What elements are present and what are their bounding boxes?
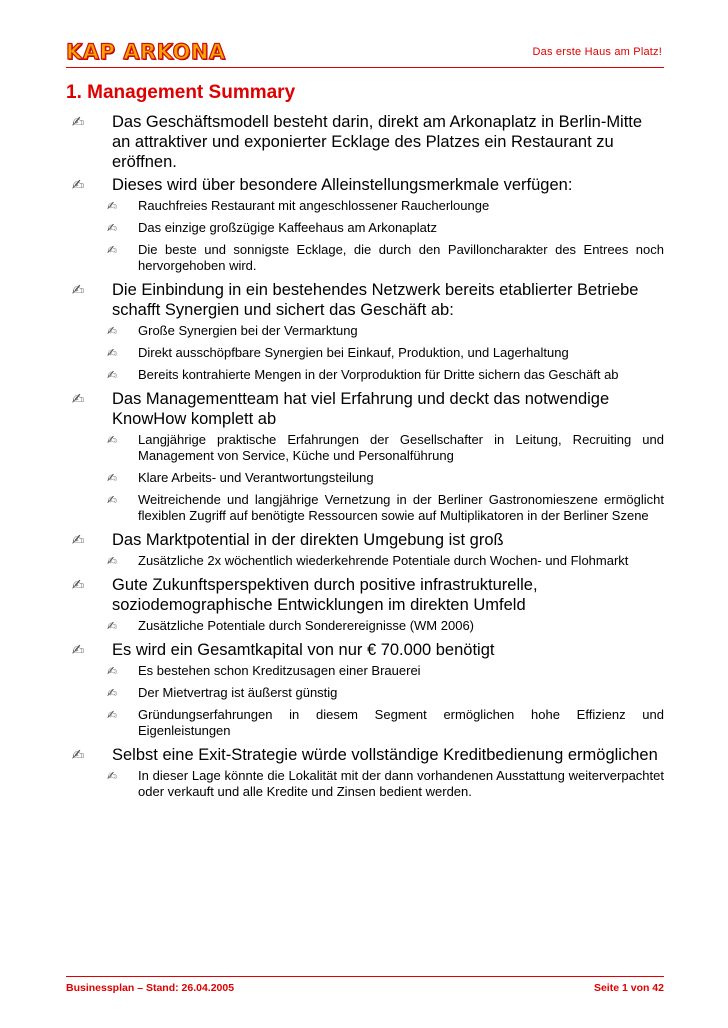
summary-item-text: Die Einbindung in ein bestehendes Netzwerk bereits etablierter Betriebe schafft Synergien und sichert das Geschäft ab:	[112, 281, 639, 319]
sub-item-text: Die beste und sonnigste Ecklage, die durch den Pavilloncharakter des Entrees noch hervorgehoben wird.	[138, 242, 664, 273]
sub-item-text: Direkt ausschöpfbare Synergien bei Einkauf, Produktion, und Lagerhaltung	[138, 345, 569, 360]
sub-list	[66, 553, 664, 569]
sub-list	[66, 663, 664, 739]
sub-item-text: Rauchfreies Restaurant mit angeschlossener Raucherlounge	[138, 198, 490, 213]
summary-item-text: Das Geschäftsmodell besteht darin, direkt am Arkonaplatz in Berlin-Mitte an attraktiver und exponierter Ecklage des Platzes ein Restaurant zu eröffnen.	[112, 113, 643, 171]
sub-item	[66, 198, 664, 214]
sub-item-text: Klare Arbeits- und Verantwortungsteilung	[138, 470, 374, 485]
kap-arkona-logo: KAP ARKONA	[66, 40, 226, 64]
pen-icon: ✍	[106, 324, 118, 338]
pen-icon: ✍	[106, 433, 118, 447]
sub-item	[66, 470, 664, 486]
summary-item	[66, 575, 664, 615]
pen-icon: ✍	[106, 769, 118, 783]
sub-item-text: Der Mietvertrag ist äußerst günstig	[138, 685, 338, 700]
sub-item	[66, 553, 664, 569]
summary-item	[66, 389, 664, 429]
pen-icon: ✍	[71, 576, 85, 594]
summary-list	[66, 112, 664, 806]
pen-icon: ✍	[106, 686, 118, 700]
sub-item-text: Zusätzliche 2x wöchentlich wiederkehrende Potentiale durch Wochen- und Flohmarkt	[138, 553, 629, 568]
header-divider	[66, 67, 664, 68]
sub-item	[66, 663, 664, 679]
sub-item-text: Es bestehen schon Kreditzusagen einer Brauerei	[138, 663, 421, 678]
pen-icon: ✍	[71, 176, 85, 194]
pen-icon: ✍	[71, 113, 85, 131]
sub-item	[66, 242, 664, 274]
summary-item-text: Es wird ein Gesamtkapital von nur € 70.000 benötigt	[112, 641, 495, 659]
summary-item	[66, 530, 664, 550]
summary-item	[66, 280, 664, 320]
pen-icon: ✍	[106, 221, 118, 235]
section-title: 1. Management Summary	[66, 82, 296, 103]
sub-item	[66, 323, 664, 339]
pen-icon: ✍	[71, 281, 85, 299]
sub-item-text: Langjährige praktische Erfahrungen der Gesellschafter in Leitung, Recruiting und Management von Service, Küche und Personalführung	[138, 432, 664, 463]
sub-item	[66, 345, 664, 361]
sub-item	[66, 432, 664, 464]
sub-item	[66, 685, 664, 701]
sub-item	[66, 220, 664, 236]
sub-list	[66, 618, 664, 634]
pen-icon: ✍	[71, 531, 85, 549]
pen-icon: ✍	[71, 746, 85, 764]
sub-item	[66, 492, 664, 524]
sub-item-text: Gründungserfahrungen in diesem Segment ermöglichen hohe Effizienz und Eigenleistungen	[138, 707, 664, 738]
summary-item-text: Dieses wird über besondere Alleinstellungsmerkmale verfügen:	[112, 176, 573, 194]
pen-icon: ✍	[106, 346, 118, 360]
pen-icon: ✍	[106, 664, 118, 678]
sub-item	[66, 618, 664, 634]
sub-item-text: Weitreichende und langjährige Vernetzung in der Berliner Gastronomieszene ermöglicht flexiblen Zugriff auf benötigte Ressourcen sowie auf Multiplikatoren in der Berliner Szene	[138, 492, 664, 523]
summary-item	[66, 112, 664, 172]
pen-icon: ✍	[106, 199, 118, 213]
footer-divider	[66, 976, 664, 977]
summary-item	[66, 745, 664, 765]
pen-icon: ✍	[106, 708, 118, 722]
sub-item	[66, 707, 664, 739]
header-tagline: Das erste Haus am Platz!	[532, 46, 662, 58]
summary-item	[66, 640, 664, 660]
sub-item-text: Große Synergien bei der Vermarktung	[138, 323, 358, 338]
pen-icon: ✍	[106, 493, 118, 507]
summary-item-text: Selbst eine Exit-Strategie würde vollständige Kreditbedienung ermöglichen	[112, 746, 658, 764]
sub-item-text: In dieser Lage könnte die Lokalität mit der dann vorhandenen Ausstattung weiterverpachtet oder verkauft und alle Kredite und Zinsen bedient werden.	[138, 768, 664, 799]
footer-document-info: Businessplan – Stand: 26.04.2005	[66, 982, 235, 994]
summary-item-text: Das Managementteam hat viel Erfahrung und deckt das notwendige KnowHow komplett ab	[112, 390, 610, 428]
sub-list	[66, 198, 664, 274]
pen-icon: ✍	[106, 619, 118, 633]
pen-icon: ✍	[71, 641, 85, 659]
sub-item-text: Bereits kontrahierte Mengen in der Vorproduktion für Dritte sichern das Geschäft ab	[138, 367, 619, 382]
page-header	[66, 36, 664, 68]
sub-item-text: Zusätzliche Potentiale durch Sonderereignisse (WM 2006)	[138, 618, 475, 633]
sub-item-text: Das einzige großzügige Kaffeehaus am Arkonaplatz	[138, 220, 437, 235]
summary-item-text: Das Marktpotential in der direkten Umgebung ist groß	[112, 531, 504, 549]
sub-list	[66, 432, 664, 524]
pen-icon: ✍	[106, 471, 118, 485]
pen-icon: ✍	[106, 243, 118, 257]
footer-page-number: Seite 1 von 42	[593, 982, 664, 994]
pen-icon: ✍	[71, 390, 85, 408]
sub-list	[66, 323, 664, 383]
sub-list	[66, 768, 664, 800]
pen-icon: ✍	[106, 368, 118, 382]
summary-item	[66, 175, 664, 195]
summary-item-text: Gute Zukunftsperspektiven durch positive infrastrukturelle, soziodemographische Entwicklungen im direkten Umfeld	[112, 576, 538, 614]
sub-item	[66, 367, 664, 383]
sub-item	[66, 768, 664, 800]
pen-icon: ✍	[106, 554, 118, 568]
